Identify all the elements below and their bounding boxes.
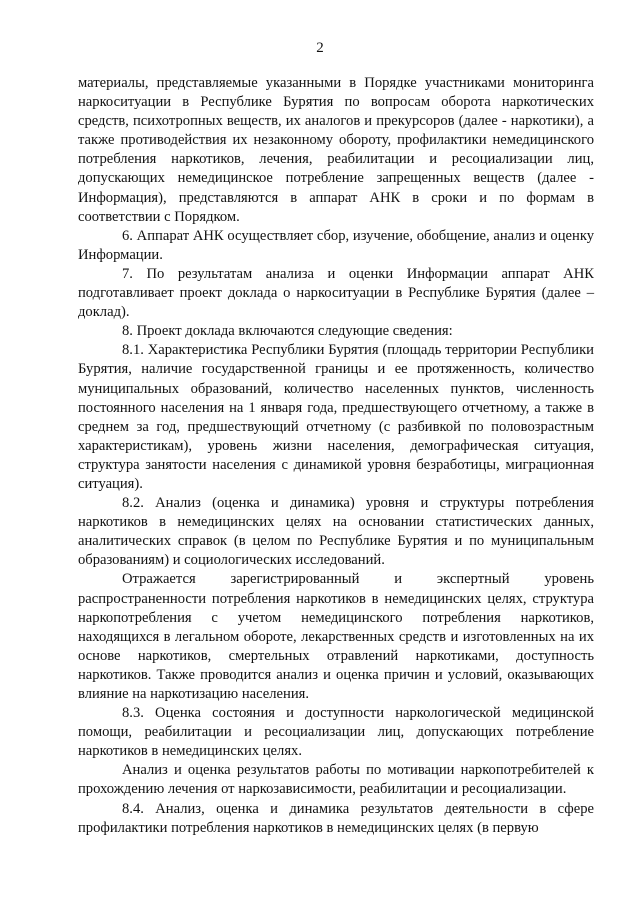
paragraph-6: 6. Аппарат АНК осуществляет сбор, изучение, обобщение, анализ и оценку Информации. [78,227,594,263]
paragraph-8: 8. Проект доклада включаются следующие сведения: [122,323,453,340]
paragraph-8-2-detail: Отражается зарегистрированный и экспертный уровень распространенности потребления наркотиков в немедицинских целях, структура наркопотребления с учетом немедицинского потребления наркотиков, находящихся в легальном обороте, лекарственных средств и изготовленных на их основе наркотиков, смертельных отравлений наркотиками, доступность наркотиков. Также проводится анализ и оценка причин и условий, оказывающих влияние на наркотизацию населения. [78,571,594,702]
paragraph-7: 7. По результатам анализа и оценки Информации аппарат АНК подготавливает проект доклада о наркоситуации в Республике Бурятия (далее – доклад). [78,265,594,321]
page-number: 2 [316,40,324,56]
paragraph-continuation: материалы, представляемые указанными в Порядке участниками мониторинга наркоситуации в Республике Бурятия по вопросам оборота наркотических средств, психотропных веществ, их аналогов и прекурсоров (далее - наркотики), а также противодействия их незаконному обороту, профилактики немедицинского потребления наркотиков, лечения, реабилитации и ресоциализации лиц, допускающих немедицинское потребление запрещенных веществ (далее - Информация), представляются в аппарат АНК в сроки и по формам в соответствии с Порядком. [78,75,594,225]
document-body [78,74,594,838]
paragraph-8-1: 8.1. Характеристика Республики Бурятия (площадь территории Республики Бурятия, наличие государственной границы и ее протяженность, количество муниципальных образований, количество населенных пунктов, численность постоянного населения на 1 января года, предшествующего отчетному, а также в среднем за год, предшествующий отчетному (с разбивкой по половозрастным характеристикам), уровень жизни населения, демографическая ситуация, структура занятости населения с динамикой уровня безработицы, миграционная ситуация). [78,342,594,492]
paragraph-8-4: 8.4. Анализ, оценка и динамика результатов деятельности в сфере профилактики потребления наркотиков в немедицинских целях (в первую [78,800,594,836]
paragraph-8-3: 8.3. Оценка состояния и доступности наркологической медицинской помощи, реабилитации и ресоциализации лиц, допускающих потребление наркотиков в немедицинских целях. [78,705,594,760]
paragraph-8-3-detail: Анализ и оценка результатов работы по мотивации наркопотребителей к прохождению лечения от наркозависимости, реабилитации и ресоциализации. [78,762,594,798]
paragraph-8-2: 8.2. Анализ (оценка и динамика) уровня и структуры потребления наркотиков в немедицинских целях на основании статистических данных, аналитических справок (в целом по Республике Бурятия и по муниципальным образованиям) и социологических исследований. [78,495,594,569]
